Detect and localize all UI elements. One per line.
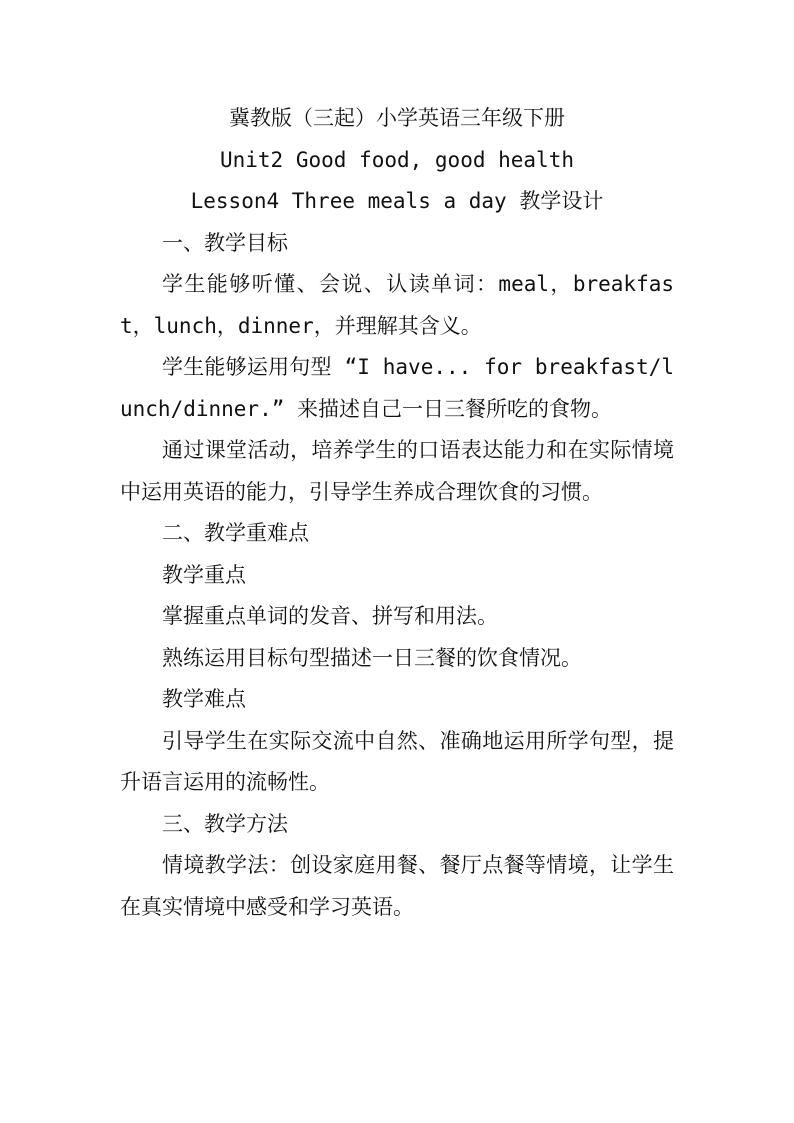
document-title-line-2: Unit2 Good food, good health bbox=[219, 147, 574, 172]
subheading-teaching-difficulty: 教学难点 bbox=[162, 687, 246, 711]
objective-paragraph-2: 学生能够运用句型 “I have... for breakfast/lunch/dinner.” 来描述自己一日三餐所吃的食物。 bbox=[120, 355, 674, 421]
objective-paragraph-3: 通过课堂活动，培养学生的口语表达能力和在实际情境中运用英语的能力，引导学生养成合理饮食的习惯。 bbox=[120, 438, 674, 504]
section-heading-methods: 三、教学方法 bbox=[162, 811, 288, 836]
method-paragraph-1: 情境教学法：创设家庭用餐、餐厅点餐等情境，让学生在真实情境中感受和学习英语。 bbox=[120, 853, 674, 919]
difficulty-paragraph-1: 引导学生在实际交流中自然、准确地运用所学句型，提升语言运用的流畅性。 bbox=[120, 728, 674, 794]
objective-paragraph-1: 学生能够听懂、会说、认读单词：meal，breakfast，lunch，dinner，并理解其含义。 bbox=[120, 272, 674, 338]
focus-paragraph-1: 掌握重点单词的发音、拼写和用法。 bbox=[162, 604, 498, 628]
document-body bbox=[120, 98, 674, 928]
document-title-line-1: 冀教版（三起）小学英语三年级下册 bbox=[229, 106, 565, 130]
document-title-line-3: Lesson4 Three meals a day 教学设计 bbox=[190, 189, 604, 213]
subheading-teaching-focus: 教学重点 bbox=[162, 562, 246, 587]
section-heading-objectives: 一、教学目标 bbox=[162, 230, 288, 255]
section-heading-key-points: 二、教学重难点 bbox=[162, 521, 309, 545]
focus-paragraph-2: 熟练运用目标句型描述一日三餐的饮食情况。 bbox=[162, 645, 582, 670]
